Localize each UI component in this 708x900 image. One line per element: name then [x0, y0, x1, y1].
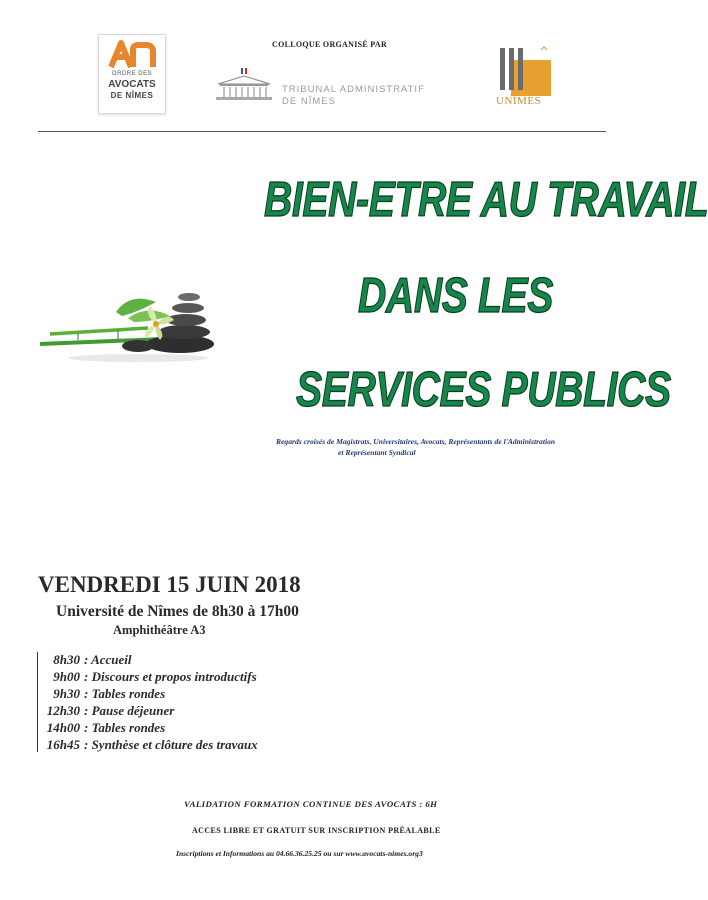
program-time: 9h30: [53, 686, 80, 701]
title-line-2: DANS LES: [358, 269, 554, 323]
program-label: : Tables rondes: [84, 720, 166, 735]
program-time: 8h30: [53, 652, 80, 667]
avocats-logo-line3: DE NÎMES: [110, 91, 154, 100]
avocats-monogram-icon: [105, 39, 159, 69]
program-label: : Accueil: [84, 652, 132, 667]
program-item: [38, 703, 258, 720]
program-time: 12h30: [46, 703, 80, 718]
program-time: 14h00: [46, 720, 80, 735]
subtitle: [276, 436, 606, 458]
program-label: : Pause déjeuner: [84, 703, 175, 718]
contact-info: Inscriptions et Informations au 04.66.36.25.25 ou sur www.avocats-nimes.org3: [176, 849, 423, 858]
header-divider: [38, 131, 606, 132]
validation-notice: VALIDATION FORMATION CONTINUE DES AVOCATS : 6H: [184, 799, 438, 809]
avocats-logo-line1: ORDRE DES: [111, 71, 153, 77]
tribunal-logo-text: [282, 84, 425, 108]
title-line-3: SERVICES PUBLICS: [296, 363, 671, 417]
program-item: [38, 720, 258, 737]
zen-stones-bamboo-illustration: [38, 282, 222, 364]
event-room: Amphithéâtre A3: [113, 623, 206, 637]
program-item: [38, 686, 258, 703]
access-notice: ACCES LIBRE ET GRATUIT SUR INSCRIPTION PRÉALABLE: [192, 826, 441, 835]
unimes-logo-text: UNÎMES: [496, 95, 542, 107]
subtitle-line-1: Regards croisés de Magistrats, Universitaires, Avocats, Représentants de l'Administration: [276, 437, 556, 446]
organizer-label: COLLOQUE ORGANISÉ PAR: [272, 40, 388, 49]
avocats-nimes-logo: [98, 34, 166, 114]
unimes-logo-icon: [497, 42, 555, 96]
program-item: [38, 652, 258, 669]
program-item: [38, 737, 258, 754]
program-label: : Synthèse et clôture des travaux: [84, 737, 258, 752]
event-date: VENDREDI 15 JUIN 2018: [38, 572, 301, 597]
program-label: : Tables rondes: [84, 686, 166, 701]
tribunal-building-icon: [214, 66, 274, 104]
program-item: [38, 669, 258, 686]
event-place: Université de Nîmes de 8h30 à 17h00: [56, 603, 299, 620]
title-line-1: BIEN-ETRE AU TRAVAIL: [264, 173, 708, 227]
avocats-logo-line2: AVOCATS: [108, 79, 156, 90]
program-label: : Discours et propos introductifs: [84, 669, 257, 684]
tribunal-line1: TRIBUNAL ADMINISTRATIF: [282, 84, 425, 95]
program-time: 9h00: [53, 669, 80, 684]
tribunal-line2: DE NÎMES: [282, 96, 336, 107]
program-time: 16h45: [46, 737, 80, 752]
subtitle-line-2: et Représentant Syndical: [338, 448, 416, 457]
program-list: [38, 652, 258, 754]
